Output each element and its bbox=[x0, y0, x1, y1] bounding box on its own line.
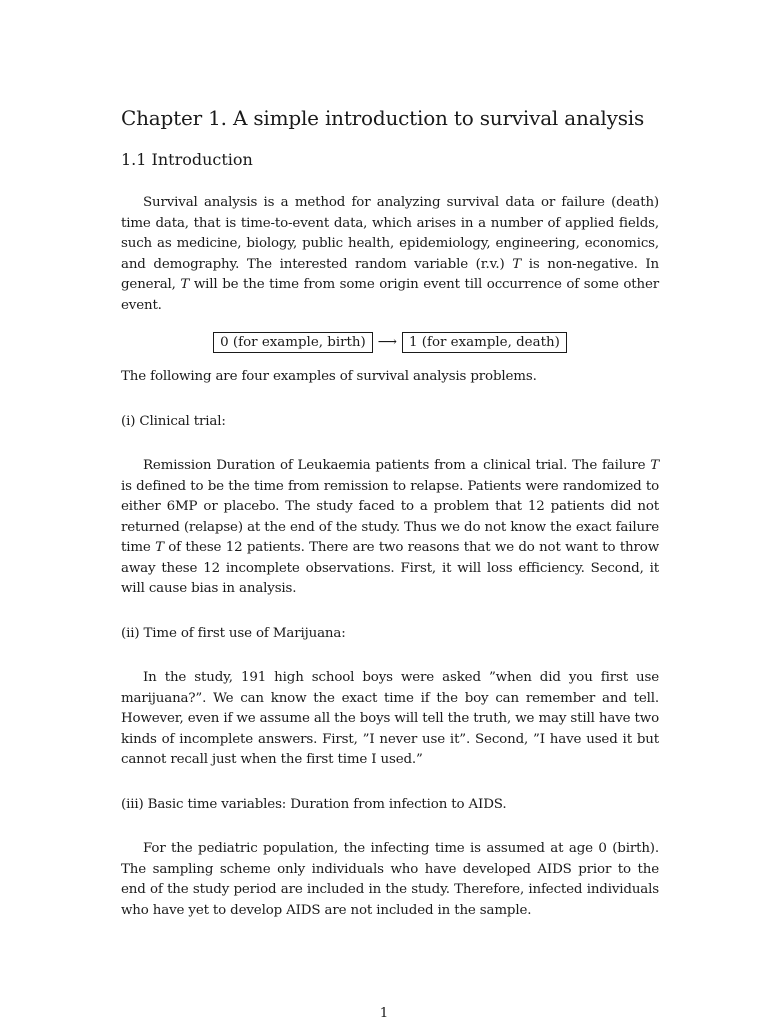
variable-t: T bbox=[650, 458, 659, 473]
example-1-text-1: Remission Duration of Leukaemia patients from a clinical trial. The failure bbox=[143, 458, 651, 473]
example-1-text-2: is defined to be the time from remission to relapse. Patients were randomized to either 6MP or placebo. The study faced to a problem that 12 patients did not returned (relapse) at the end of the study. Thus we do not know the exact failure time bbox=[121, 478, 659, 555]
example-2-heading: (ii) Time of first use of Marijuana: bbox=[121, 625, 346, 641]
page-number: 1 bbox=[379, 1006, 389, 1021]
example-1-heading: (i) Clinical trial: bbox=[121, 413, 226, 429]
origin-event-box: 0 (for example, birth) bbox=[213, 332, 373, 353]
intro-text-1: Survival analysis is a method for analyzing survival data or failure (death) time data, that is time-to-event data, which arises in a number of applied fields, such as medicine, biology, public health, epidemiology, engineering, economics, and demography. The interested random variable (r.v.) bbox=[121, 195, 659, 272]
chapter-title: Chapter 1. A simple introduction to survival analysis bbox=[121, 106, 645, 130]
intro-text-3: will be the time from some origin event till occurrence of some other event. bbox=[121, 277, 659, 313]
variable-t: T bbox=[155, 540, 164, 555]
examples-intro: The following are four examples of survival analysis problems. bbox=[121, 369, 537, 384]
arrow-icon: ⟶ bbox=[377, 335, 397, 350]
example-2-paragraph: In the study, 191 high school boys were asked ”when did you first use marijuana?”. We can know the exact time if the boy can remember and tell. However, even if we assume all the boys will tell the truth, we may still have two kinds of incomplete answers. First, ”I never use it”. Second, ”I have used it but cannot recall just when the first time I used.” bbox=[121, 670, 659, 767]
end-event-box: 1 (for example, death) bbox=[402, 332, 567, 353]
intro-paragraph bbox=[121, 193, 659, 316]
event-flow-diagram bbox=[121, 332, 659, 353]
intro-text-2: is non-negative. In general, bbox=[121, 256, 659, 292]
section-title: 1.1 Introduction bbox=[121, 150, 253, 169]
example-1-text-3: of these 12 patients. There are two reasons that we do not want to throw away these 12 incomplete observations. First, it will loss efficiency. Second, it will cause bias in analysis. bbox=[121, 540, 660, 596]
example-3-paragraph: For the pediatric population, the infecting time is assumed at age 0 (birth). The sampling scheme only individuals who have developed AIDS prior to the end of the study period are included in the study. Therefore, infected individuals who have yet to develop AIDS are not included in the sample. bbox=[121, 841, 659, 918]
document-page bbox=[121, 104, 659, 921]
example-3-heading: (iii) Basic time variables: Duration from infection to AIDS. bbox=[121, 796, 507, 812]
variable-t: T bbox=[512, 256, 522, 272]
variable-t: T bbox=[180, 277, 190, 292]
example-1-paragraph bbox=[121, 456, 659, 600]
